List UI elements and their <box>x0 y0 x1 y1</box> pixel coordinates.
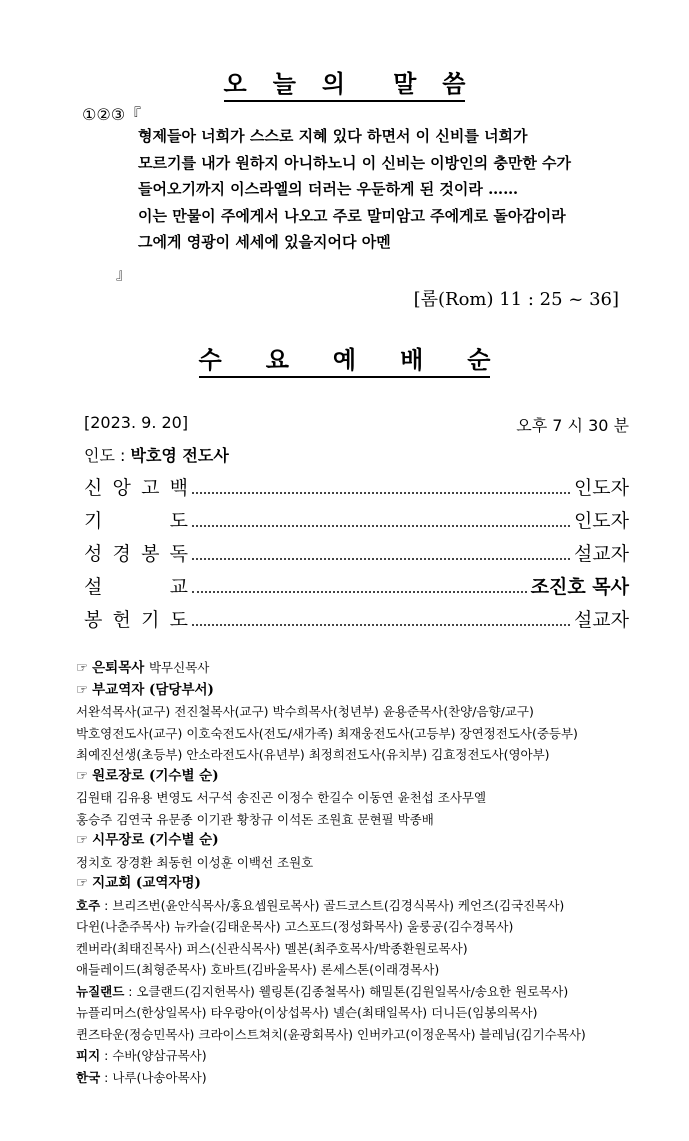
list-item <box>76 1002 676 1024</box>
order-person: 설교자 <box>573 543 629 565</box>
branch-text: : 오클랜드(김지헌목사) 웰링톤(김종철목사) 해밀톤(김원일목사/송요한 원로목사) <box>124 983 569 999</box>
service-date: [2023. 9. 20] <box>84 413 189 432</box>
list-item <box>76 1067 676 1089</box>
verse-text <box>138 123 648 256</box>
service-leader <box>84 443 229 466</box>
title-char: 의 <box>321 70 372 98</box>
retired-names: 박무신목사 <box>148 660 210 675</box>
list-item: 박호영전도사(교구) 이호숙전도사(전도/새가족) 최재웅전도사(고등부) 장연정전도사(중등부) <box>76 725 578 741</box>
pointing-hand-icon: ☞ <box>76 767 89 784</box>
order-row <box>84 538 629 566</box>
dot-leader <box>192 525 570 527</box>
service-order-title <box>0 340 689 378</box>
section-heading <box>76 766 676 788</box>
section-heading <box>76 657 676 680</box>
list-item: 홍승주 김연국 유문종 이기관 황창규 이석돈 조원효 문현필 박종배 <box>76 811 434 827</box>
label-char: 교 <box>169 576 188 598</box>
branch-text: : 수바(양삼규목사) <box>100 1048 207 1063</box>
dot-leader <box>192 624 570 626</box>
list-item <box>76 981 676 1003</box>
order-label <box>84 539 188 566</box>
list-item <box>76 1045 676 1067</box>
heading-text: 원로장로 (기수별 순) <box>92 767 219 784</box>
dot-leader <box>192 591 527 593</box>
label-char: 도 <box>169 609 188 631</box>
pointing-hand-icon: ☞ <box>76 681 89 698</box>
verse-open-marks: ①②③『 <box>82 105 142 124</box>
verse-line: 형제들아 너희가 스스로 지혜 있다 하면서 이 신비를 너희가 <box>138 127 528 145</box>
pointing-hand-icon: ☞ <box>76 660 89 676</box>
order-label <box>84 473 188 500</box>
branch-text: 뉴플리머스(한상일목사) 타우랑아(이상섭목사) 넬슨(최태일목사) 더니든(임봉의목사) <box>76 1005 538 1020</box>
order-row <box>84 505 629 533</box>
leader-label: 인도 : <box>84 446 131 465</box>
section-heading <box>76 830 676 852</box>
list-item: 최예진선생(초등부) 안소라전도사(유년부) 최정희전도사(유치부) 김효정전도사(영아부) <box>76 747 550 762</box>
list-item <box>76 959 676 981</box>
verse-line: 모르기를 내가 원하지 아니하노니 이 신비는 이방인의 충만한 수가 <box>138 153 572 172</box>
list-item <box>76 916 676 938</box>
dot-leader <box>192 558 570 560</box>
dot-leader <box>192 492 570 494</box>
branch-text: : 나루(나송아목사) <box>100 1069 207 1085</box>
branch-text: : 브리즈번(윤안식목사/홍요셉원로목사) 골드코스트(김경식목사) 케언즈(김국진목사) <box>100 897 565 913</box>
list-item: 서완석목사(교구) 전진철목사(교구) 박수희목사(청년부) 윤용준목사(찬양/음향/교구) <box>76 704 534 719</box>
label-char: 봉 <box>141 543 160 565</box>
order-person: 인도자 <box>573 510 629 532</box>
branch-text: 퀸즈타운(정승민목사) 크라이스트쳐치(윤광회목사) 인버카고(이정운목사) 블레님(김기수목사) <box>76 1026 586 1042</box>
order-row <box>84 604 629 632</box>
order-label <box>84 605 188 632</box>
leader-name: 박호영 전도사 <box>130 446 229 465</box>
section-heading <box>76 873 676 895</box>
order-person: 인도자 <box>573 477 629 499</box>
list-item <box>76 895 676 917</box>
verse-line: 들어오기까지 이스라엘의 더러는 우둔하게 된 것이라 …… <box>138 180 519 198</box>
today-word-title <box>0 64 689 102</box>
title-char: 말 <box>393 70 443 98</box>
list-item <box>76 1024 676 1046</box>
order-row <box>84 472 629 500</box>
label-char: 고 <box>141 477 160 499</box>
pointing-hand-icon: ☞ <box>76 875 89 891</box>
label-char: 신 <box>84 477 103 499</box>
list-item: 정치호 장경환 최동헌 이성훈 이백선 조원호 <box>76 854 314 870</box>
heading-text: 지교회 (교역자명) <box>92 875 201 891</box>
label-char: 도 <box>169 510 188 532</box>
label-char: 독 <box>169 543 188 565</box>
title-char: 요 <box>265 346 333 374</box>
order-row <box>84 571 629 599</box>
order-person: 조진호 목사 <box>530 576 629 598</box>
title-char: 예 <box>332 346 401 374</box>
list-item: 김원태 김유용 변영도 서구석 송진곤 이정수 한길수 이동연 윤천섭 조사무엘 <box>76 790 487 805</box>
label-char: 설 <box>84 576 103 598</box>
branch-text: 켄버라(최태진목사) 퍼스(신관식목사) 멜본(최주호목사/박종환원로목사) <box>76 940 468 956</box>
country-label: 뉴질랜드 <box>76 983 125 999</box>
branch-text: 애들레이드(최형준목사) 호바트(김바울목사) 론세스톤(이래경목사) <box>76 962 440 977</box>
label-char: 봉 <box>84 609 103 631</box>
order-label <box>84 572 188 599</box>
country-label: 호주 <box>76 897 101 913</box>
title-char: 순 <box>467 346 491 374</box>
label-char: 백 <box>169 477 188 499</box>
country-label: 한국 <box>76 1069 101 1085</box>
label-char: 경 <box>112 543 131 565</box>
heading-text: 은퇴목사 <box>92 660 145 676</box>
title-char: 오 <box>223 70 273 98</box>
pointing-hand-icon: ☞ <box>76 832 89 848</box>
title-char: 늘 <box>272 70 322 98</box>
title-char: 수 <box>198 346 266 374</box>
label-char: 앙 <box>112 477 131 499</box>
title-char: 씀 <box>442 70 466 98</box>
list-item <box>76 938 676 960</box>
title-char: 배 <box>400 346 468 374</box>
label-char: 헌 <box>112 609 131 631</box>
church-notes <box>76 657 676 1088</box>
order-label <box>84 506 188 533</box>
verse-line: 그에게 영광이 세세에 있을지어다 아멘 <box>138 233 391 251</box>
verse-close-mark: 』 <box>116 265 132 283</box>
service-time: 오후 7 시 30 분 <box>516 416 629 435</box>
label-char: 기 <box>84 510 103 532</box>
country-label: 피지 <box>76 1048 101 1063</box>
branch-text: 다윈(나춘주목사) 뉴카슬(김태운목사) 고스포드(정성화목사) 울룽공(김수경목사) <box>76 919 514 934</box>
label-char: 기 <box>141 609 160 631</box>
label-char: 성 <box>84 543 103 565</box>
verse-line: 이는 만물이 주에게서 나오고 주로 말미암고 주에게로 돌아감이라 <box>138 206 566 225</box>
section-heading <box>76 680 676 702</box>
order-person: 설교자 <box>573 609 629 631</box>
heading-text: 시무장로 (기수별 순) <box>92 832 219 848</box>
heading-text: 부교역자 (담당부서) <box>92 681 214 698</box>
verse-reference: [롬(Rom) 11 : 25 ~ 36] <box>413 289 619 310</box>
